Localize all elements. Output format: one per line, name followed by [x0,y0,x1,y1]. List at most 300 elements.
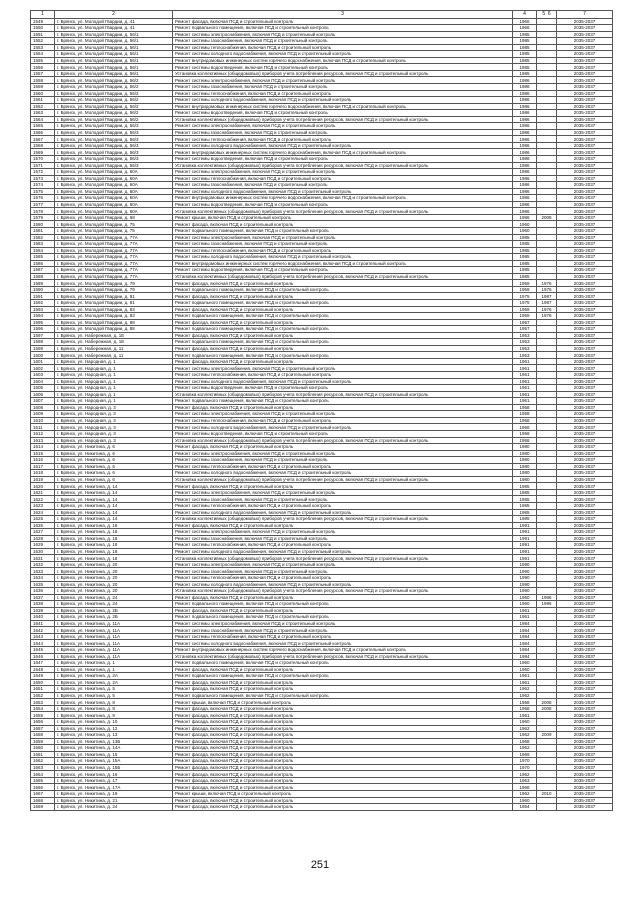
work-type-cell: Ремонт системы электроснабжения, включая ПСД и строительный контроль [173,123,513,130]
address-cell: г. Брянск, ул. Никитина, д. 5 [55,692,173,699]
table-row [31,31,613,38]
year-overhaul-cell: 2010 [537,791,557,798]
year-built-cell: 1969 [513,751,537,758]
address-cell: г. Брянск, ул. Никитина, д. 14 [55,502,173,509]
year-built-cell: 1980 [513,463,537,470]
year-built-cell: 1986 [513,83,537,90]
year-built-cell: 1961 [513,679,537,686]
planned-period-cell: 2035-2037 [557,70,613,77]
table-row [31,195,613,202]
address-cell: г. Брянск, ул. Молодой Гвардии, д. 41 [55,18,173,25]
planned-period-cell: 2035-2037 [557,326,613,333]
address-cell: г. Брянск, ул. Молодой Гвардии, д. 56/2 [55,83,173,90]
planned-period-cell: 2035-2037 [557,280,613,287]
year-built-cell: 1962 [513,692,537,699]
work-type-cell: Ремонт фасада, включая ПСД и строительный контроль [173,764,513,771]
address-cell: г. Брянск, ул. Молодой Гвардии, д. 75 [55,221,173,228]
address-cell: г. Брянск, ул. Никитина, д. 13Б [55,738,173,745]
table-row [31,90,613,97]
planned-period-cell: 2035-2037 [557,18,613,25]
planned-period-cell: 2035-2037 [557,136,613,143]
address-cell: г. Брянск, ул. Народная, д. 3 [55,430,173,437]
work-type-cell: Ремонт системы газоснабжения, включая ПСД и строительный контроль [173,38,513,45]
planned-period-cell: 2035-2037 [557,57,613,64]
table-row [31,57,613,64]
row-number-cell: 1656 [31,719,55,726]
year-built-cell: 1970 [513,764,537,771]
address-cell: г. Брянск, ул. Никитина, д. 24 [55,804,173,811]
year-built-cell: 1962 [513,686,537,693]
row-number-cell: 1565 [31,123,55,130]
address-cell: г. Брянск, ул. Молодой Гвардии, д. 56/2 [55,103,173,110]
work-type-cell: Ремонт подвального помещения, включая ПСД и строительный контроль [173,660,513,667]
address-cell: г. Брянск, ул. Никитина, д. 2А [55,679,173,686]
work-type-cell: Ремонт крыши, включая ПСД и строительный контроль [173,214,513,221]
table-row [31,25,613,32]
row-number-cell: 1637 [31,594,55,601]
year-built-cell: 1991 [513,542,537,549]
row-number-cell: 1593 [31,306,55,313]
year-built-cell: 1959 [513,286,537,293]
address-cell: г. Брянск, ул. Набережная, д. 11 [55,345,173,352]
planned-period-cell: 2035-2037 [557,214,613,221]
row-number-cell: 1604 [31,378,55,385]
row-number-cell: 1664 [31,771,55,778]
work-type-cell: Ремонт системы электроснабжения, включая ПСД и строительный контроль [173,234,513,241]
planned-period-cell: 2035-2037 [557,640,613,647]
address-cell: г. Брянск, ул. Народная, д. 1 [55,385,173,392]
planned-period-cell: 2035-2037 [557,358,613,365]
year-built-cell: 1960 [513,228,537,235]
address-cell: г. Брянск, ул. Молодой Гвардии, д. 60А [55,208,173,215]
work-type-cell: Ремонт фасада, включая ПСД и строительный контроль [173,293,513,300]
planned-period-cell: 2035-2037 [557,555,613,562]
row-number-cell: 1666 [31,784,55,791]
year-built-cell: 1986 [513,182,537,189]
planned-period-cell: 2035-2037 [557,44,613,51]
planned-period-cell: 2035-2037 [557,254,613,261]
work-type-cell: Ремонт подвального помещения, включая ПСД и строительный контроль [173,601,513,608]
year-built-cell: 1990 [513,561,537,568]
address-cell: г. Брянск, ул. Никитина, д. 11А [55,647,173,654]
address-cell: г. Брянск, ул. Молодой Гвардии, д. 68 [55,214,173,221]
planned-period-cell: 2035-2037 [557,267,613,274]
year-built-cell: 1958 [513,404,537,411]
work-type-cell: Ремонт системы газоснабжения, включая ПСД и строительный контроль [173,83,513,90]
row-number-cell: 1630 [31,548,55,555]
work-type-cell: Ремонт фасада, включая ПСД и строительный контроль [173,751,513,758]
year-built-cell: 1991 [513,535,537,542]
address-cell: г. Брянск, ул. Никитина, д. 18 [55,522,173,529]
address-cell: г. Брянск, ул. Никитина, д. 8 [55,699,173,706]
address-cell: г. Брянск, ул. Молодой Гвардии, д. 88 [55,326,173,333]
year-built-cell: 1985 [513,57,537,64]
address-cell: г. Брянск, ул. Никитина, д. 18 [55,542,173,549]
year-built-cell: 1962 [513,732,537,739]
table-row [31,273,613,280]
address-cell: г. Брянск, ул. Молодой Гвардии, д. 77А [55,241,173,248]
work-type-cell: Ремонт подвального помещения, включая ПСД и строительный контроль [173,326,513,333]
column-number-row [31,11,613,19]
row-number-cell: 1644 [31,640,55,647]
year-built-cell: 1960 [513,660,537,667]
work-type-cell: Ремонт системы холодного водоснабжения, включая ПСД и строительный контроль [173,548,513,555]
table-row [31,313,613,320]
work-type-cell: Ремонт фасада, включая ПСД и строительный контроль [173,306,513,313]
planned-period-cell: 2035-2037 [557,234,613,241]
address-cell: г. Брянск, ул. Никитина, д. 20 [55,561,173,568]
row-number-cell: 1610 [31,417,55,424]
year-built-cell: 1990 [513,588,537,595]
year-built-cell: 1986 [513,155,537,162]
planned-period-cell: 2035-2037 [557,666,613,673]
work-type-cell: Ремонт системы холодного водоснабжения, включая ПСД и строительный контроль [173,378,513,385]
address-cell: г. Брянск, ул. Народная, д. 3 [55,404,173,411]
year-built-cell: 1959 [513,280,537,287]
address-cell: г. Брянск, ул. Никитина, д. 11А [55,627,173,634]
year-built-cell: 1985 [513,496,537,503]
address-cell: г. Брянск, ул. Молодой Гвардии, д. 56/3 [55,142,173,149]
row-number-cell: 1660 [31,745,55,752]
row-number-cell: 1553 [31,44,55,51]
row-number-cell: 1634 [31,574,55,581]
address-cell: г. Брянск, ул. Никитина, д. 14 [55,496,173,503]
address-cell: г. Брянск, ул. Молодой Гвардии, д. 56/1 [55,44,173,51]
address-cell: г. Брянск, ул. Народная, д. 1 [55,391,173,398]
row-number-cell: 1643 [31,633,55,640]
work-type-cell: Ремонт подвального помещения, включая ПСД и строительный контроль [173,692,513,699]
year-built-cell: 1958 [513,437,537,444]
row-number-cell: 1585 [31,254,55,261]
year-overhaul-cell [537,804,557,811]
address-cell: г. Брянск, ул. Молодой Гвардии, д. 56/1 [55,38,173,45]
work-type-cell: Ремонт фасада, включая ПСД и строительный контроль [173,686,513,693]
row-number-cell: 1622 [31,496,55,503]
row-number-cell: 1590 [31,286,55,293]
work-type-cell: Ремонт подвального помещения, включая ПСД и строительный контроль [173,352,513,359]
year-built-cell: 1986 [513,90,537,97]
planned-period-cell: 2035-2037 [557,614,613,621]
row-number-cell: 1663 [31,764,55,771]
planned-period-cell: 2035-2037 [557,561,613,568]
address-cell: г. Брянск, ул. Молодой Гвардии, д. 56/3 [55,136,173,143]
year-built-cell: 1958 [513,417,537,424]
year-built-cell: 1985 [513,38,537,45]
row-number-cell: 1655 [31,712,55,719]
address-cell: г. Брянск, ул. Никитина, д. 10 [55,719,173,726]
table-row [31,97,613,104]
row-number-cell: 1668 [31,797,55,804]
planned-period-cell: 2035-2037 [557,463,613,470]
year-built-cell: 1986 [513,188,537,195]
row-number-cell: 1608 [31,404,55,411]
year-built-cell: 1960 [513,666,537,673]
year-built-cell: 1990 [513,574,537,581]
address-cell: г. Брянск, ул. Никитина, д. 1 [55,660,173,667]
table-row [31,653,613,660]
row-number-cell: 1616 [31,457,55,464]
year-built-cell: 1986 [513,129,537,136]
table-row [31,169,613,176]
work-type-cell: Ремонт фасада, включая ПСД и строительный контроль [173,758,513,765]
planned-period-cell: 2035-2037 [557,719,613,726]
work-type-cell: Ремонт системы водоотведения, включая ПСД и строительный контроль [173,385,513,392]
address-cell: г. Брянск, ул. Народная, д. 1 [55,365,173,372]
address-cell: г. Брянск, ул. Молодой Гвардии, д. 77А [55,267,173,274]
table-row [31,254,613,261]
row-number-cell: 1557 [31,70,55,77]
row-number-cell: 1567 [31,136,55,143]
planned-period-cell: 2035-2037 [557,25,613,32]
planned-period-cell: 2035-2037 [557,182,613,189]
program-table-sheet [30,10,612,811]
year-built-cell: 1980 [513,450,537,457]
table-row [31,260,613,267]
year-overhaul-cell: 2009 [537,732,557,739]
address-cell: г. Брянск, ул. Народная, д. 3 [55,424,173,431]
work-type-cell: Ремонт системы теплоснабжения, включая ПСД и строительный контроль [173,463,513,470]
year-built-cell: 1986 [513,214,537,221]
table-row [31,640,613,647]
year-built-cell: 1985 [513,44,537,51]
year-built-cell: 1961 [513,712,537,719]
row-number-cell: 1624 [31,509,55,516]
year-built-cell: 1985 [513,254,537,261]
address-cell: г. Брянск, ул. Никитина, д. 14 [55,516,173,523]
year-built-cell: 1984 [513,653,537,660]
planned-period-cell: 2035-2037 [557,110,613,117]
row-number-cell: 1554 [31,51,55,58]
planned-period-cell: 2035-2037 [557,764,613,771]
column-number-1: 1 [31,11,55,19]
work-type-cell: Ремонт фасада, включая ПСД и строительный контроль [173,725,513,732]
address-cell: г. Брянск, ул. Народная, д. 3 [55,437,173,444]
table-row [31,116,613,123]
address-cell: г. Брянск, ул. Никитина, д. 12 [55,725,173,732]
planned-period-cell: 2035-2037 [557,771,613,778]
work-type-cell: Ремонт фасада, включая ПСД и строительный контроль [173,607,513,614]
work-type-cell: Ремонт системы электроснабжения, включая ПСД и строительный контроль [173,31,513,38]
address-cell: г. Брянск, ул. Молодой Гвардии, д. 60А [55,201,173,208]
planned-period-cell: 2035-2037 [557,123,613,130]
planned-period-cell: 2035-2037 [557,483,613,490]
planned-period-cell: 2035-2037 [557,417,613,424]
planned-period-cell: 2035-2037 [557,424,613,431]
address-cell: г. Брянск, ул. Молодой Гвардии, д. 83 [55,306,173,313]
year-built-cell: 1960 [513,719,537,726]
work-type-cell: Ремонт фасада, включая ПСД и строительный контроль [173,332,513,339]
address-cell: г. Брянск, ул. Молодой Гвардии, д. 56/2 [55,90,173,97]
address-cell: г. Брянск, ул. Никитина, д. 15А [55,758,173,765]
year-built-cell: 1960 [513,601,537,608]
row-number-cell: 1578 [31,208,55,215]
work-type-cell: Ремонт системы электроснабжения, включая ПСД и строительный контроль [173,411,513,418]
row-number-cell: 1570 [31,155,55,162]
row-number-cell: 1596 [31,326,55,333]
row-number-cell: 1665 [31,777,55,784]
year-built-cell: 1959 [513,306,537,313]
planned-period-cell: 2035-2037 [557,758,613,765]
work-type-cell: Ремонт подвального помещения, включая ПСД и строительный контроль [173,286,513,293]
address-cell: г. Брянск, ул. Народная, д. 1 [55,358,173,365]
address-cell: г. Брянск, ул. Молодой Гвардии, д. 56/3 [55,149,173,156]
year-built-cell: 1986 [513,175,537,182]
row-number-cell: 1615 [31,450,55,457]
work-type-cell: Ремонт фасада, включая ПСД и строительный контроль [173,404,513,411]
table-row [31,44,613,51]
year-built-cell: 1985 [513,502,537,509]
row-number-cell: 1599 [31,345,55,352]
row-number-cell: 1605 [31,385,55,392]
year-built-cell: 1985 [513,267,537,274]
year-built-cell: 1961 [513,378,537,385]
work-type-cell: Ремонт системы электроснабжения, включая ПСД и строительный контроль [173,620,513,627]
planned-period-cell: 2035-2037 [557,574,613,581]
planned-period-cell: 2035-2037 [557,581,613,588]
row-number-cell: 1551 [31,31,55,38]
row-number-cell: 1600 [31,352,55,359]
row-number-cell: 1607 [31,398,55,405]
year-built-cell: 1961 [513,385,537,392]
row-number-cell: 1642 [31,627,55,634]
table-row [31,620,613,627]
row-number-cell: 1592 [31,300,55,307]
planned-period-cell: 2035-2037 [557,31,613,38]
planned-period-cell: 2035-2037 [557,411,613,418]
year-built-cell: 1961 [513,372,537,379]
year-overhaul-cell: 1987 [537,293,557,300]
planned-period-cell: 2035-2037 [557,647,613,654]
row-number-cell: 1594 [31,313,55,320]
year-built-cell: 1980 [513,444,537,451]
work-type-cell: Ремонт системы теплоснабжения, включая ПСД и строительный контроль [173,175,513,182]
planned-period-cell: 2035-2037 [557,804,613,811]
year-built-cell: 1975 [513,293,537,300]
planned-period-cell: 2035-2037 [557,385,613,392]
row-number-cell: 1576 [31,195,55,202]
planned-period-cell: 2035-2037 [557,228,613,235]
year-built-cell: 1985 [513,51,537,58]
work-type-cell: Ремонт системы электроснабжения, включая ПСД и строительный контроль [173,561,513,568]
address-cell: г. Брянск, ул. Молодой Гвардии, д. 56/3 [55,129,173,136]
row-number-cell: 1583 [31,241,55,248]
planned-period-cell: 2035-2037 [557,476,613,483]
year-overhaul-cell: 2008 [537,214,557,221]
row-number-cell: 1669 [31,804,55,811]
year-built-cell: 1961 [513,614,537,621]
work-type-cell: Ремонт системы холодного водоснабжения, включая ПСД и строительный контроль [173,470,513,477]
planned-period-cell: 2035-2037 [557,705,613,712]
work-type-cell: Ремонт фасада, включая ПСД и строительный контроль [173,319,513,326]
work-type-cell: Ремонт системы электроснабжения, включая ПСД и строительный контроль [173,450,513,457]
address-cell: г. Брянск, ул. Никитина, д. 24 [55,594,173,601]
row-number-cell: 1635 [31,581,55,588]
year-built-cell: 1985 [513,234,537,241]
row-number-cell: 1575 [31,188,55,195]
work-type-cell: Ремонт системы холодного водоснабжения, включая ПСД и строительный контроль [173,254,513,261]
work-type-cell: Ремонт фасада, включая ПСД и строительный контроль [173,221,513,228]
year-overhaul-cell: 2008 [537,699,557,706]
address-cell: г. Брянск, ул. Народная, д. 1 [55,378,173,385]
row-number-cell: 1560 [31,90,55,97]
address-cell: г. Брянск, ул. Молодой Гвардии, д. 77А [55,273,173,280]
year-built-cell: 1991 [513,522,537,529]
row-number-cell: 1564 [31,116,55,123]
work-type-cell: Ремонт фасада, включая ПСД и строительный контроль [173,719,513,726]
table-row [31,149,613,156]
work-type-cell: Ремонт внутридомовых инженерных систем горячего водоснабжения, включая ПСД и строительный контроль [173,57,513,64]
planned-period-cell: 2035-2037 [557,339,613,346]
work-type-cell: Ремонт системы газоснабжения, включая ПСД и строительный контроль [173,129,513,136]
address-cell: г. Брянск, ул. Молодой Гвардии, д. 56/2 [55,77,173,84]
year-built-cell: 1968 [513,738,537,745]
address-cell: г. Брянск, ул. Никитина, д. 6 [55,476,173,483]
table-row [31,647,613,654]
year-built-cell: 1986 [513,201,537,208]
year-built-cell: 1991 [513,555,537,562]
address-cell: г. Брянск, ул. Никитина, д. 14 [55,483,173,490]
year-overhaul-cell: 1987 [537,300,557,307]
work-type-cell: Установка коллективных (общедомовых) приборов учета потребления ресурсов, включая ПСД и строительный контроль [173,391,513,398]
year-built-cell: 1961 [513,391,537,398]
work-type-cell: Ремонт системы холодного водоснабжения, включая ПСД и строительный контроль [173,51,513,58]
work-type-cell: Ремонт системы электроснабжения, включая ПСД и строительный контроль [173,365,513,372]
table-row [31,201,613,208]
row-number-cell: 1569 [31,149,55,156]
row-number-cell: 1561 [31,97,55,104]
address-cell: г. Брянск, ул. Народная, д. 3 [55,411,173,418]
address-cell: г. Брянск, ул. Никитина, д. 13 [55,732,173,739]
planned-period-cell: 2035-2037 [557,319,613,326]
planned-period-cell: 2035-2037 [557,450,613,457]
address-cell: г. Брянск, ул. Набережная, д. 1Е [55,339,173,346]
work-type-cell: Ремонт подвального помещения, включая ПСД и строительный контроль [173,339,513,346]
planned-period-cell: 2035-2037 [557,535,613,542]
row-number-cell: 1591 [31,293,55,300]
planned-period-cell: 2035-2037 [557,175,613,182]
row-number-cell: 1597 [31,332,55,339]
row-number-cell: 1626 [31,522,55,529]
year-built-cell: 1962 [513,745,537,752]
address-cell: г. Брянск, ул. Молодой Гвардии, д. 60А [55,188,173,195]
table-row [31,129,613,136]
row-number-cell: 1667 [31,791,55,798]
planned-period-cell: 2035-2037 [557,430,613,437]
work-type-cell: Ремонт системы теплоснабжения, включая ПСД и строительный контроль [173,372,513,379]
planned-period-cell: 2035-2037 [557,195,613,202]
address-cell: г. Брянск, ул. Никитина, д. 18 [55,535,173,542]
row-number-cell: 1562 [31,103,55,110]
planned-period-cell: 2035-2037 [557,247,613,254]
planned-period-cell: 2035-2037 [557,149,613,156]
work-type-cell: Установка коллективных (общедомовых) приборов учета потребления ресурсов, включая ПСД и строительный контроль [173,555,513,562]
planned-period-cell: 2035-2037 [557,457,613,464]
column-number-3: 3 [173,11,513,19]
address-cell: г. Брянск, ул. Молодой Гвардии, д. 81 [55,300,173,307]
address-cell: г. Брянск, ул. Молодой Гвардии, д. 81 [55,293,173,300]
year-built-cell: 1957 [513,319,537,326]
work-type-cell: Ремонт внутридомовых инженерных систем горячего водоснабжения, включая ПСД и строительный контроль [173,103,513,110]
work-type-cell: Ремонт фасада, включая ПСД и строительный контроль [173,777,513,784]
address-cell: г. Брянск, ул. Никитина, д. 15 [55,751,173,758]
page-number: 251 [310,859,330,871]
address-cell: г. Брянск, ул. Молодой Гвардии, д. 77А [55,260,173,267]
row-number-cell: 1555 [31,57,55,64]
work-type-cell: Ремонт фасада, включая ПСД и строительный контроль [173,18,513,25]
work-type-cell: Ремонт системы водоотведения, включая ПСД и строительный контроль [173,430,513,437]
year-built-cell: 1985 [513,516,537,523]
address-cell: г. Брянск, ул. Никитина, д. 11А [55,633,173,640]
